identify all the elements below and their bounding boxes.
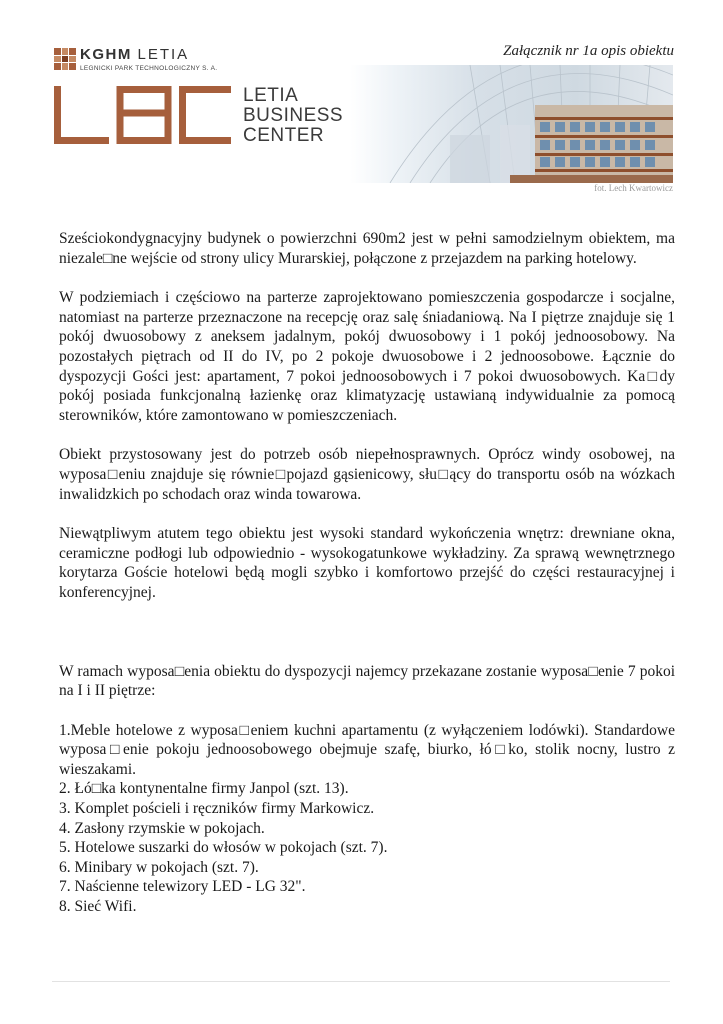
list-item: 1.Meble hotelowe z wyposa□eniem kuchni apartamentu (z wyłączeniem lodówki). Standardowe wyposa□enie pokoju jednoosobowego obejmuje szafę, biurko, łó□ko, stolik nocny, lustro z wieszakami. bbox=[59, 721, 675, 778]
document-body bbox=[59, 229, 675, 917]
paragraph-building: Sześciokondygnacyjny budynek o powierzchni 690m2 jest w pełni samodzielnym obiektem, ma niezale□ne wejście od strony ulicy Murarskiej, połączone z przejazdem na parking hotelowy. bbox=[59, 230, 675, 267]
list-item: 4. Zasłony rzymskie w pokojach. bbox=[59, 819, 265, 837]
list-item: 7. Naścienne telewizory LED - LG 32". bbox=[59, 878, 306, 896]
lbc-line-center: CENTER bbox=[243, 125, 325, 146]
list-item: 3. Komplet pościeli i ręczników firmy Markowicz. bbox=[59, 800, 375, 818]
kghm-subtitle: LEGNICKI PARK TECHNOLOGICZNY S. A. bbox=[80, 65, 218, 72]
paragraph-standard: Niewątpliwym atutem tego obiektu jest wysoki standard wykończenia wnętrz: drewniane okna, ceramiczne podłogi lub odpowiednio - wysokogatunkowe wykładziny. Za sprawą wewnętrznego korytarza Goście hotelowi będą mogli szybko i komfortowo przejść do części restauracyjnej i konferencyjnej. bbox=[59, 525, 675, 601]
lbc-line-business: BUSINESS bbox=[243, 105, 344, 126]
atrium-photo bbox=[350, 65, 673, 183]
photo-credit: fot. Lech Kwartowicz bbox=[594, 183, 673, 193]
paragraph-layout: W podziemiach i częściowo na parterze zaprojektowano pomieszczenia gospodarcze i socjalne, natomiast na parterze przeznaczone na recepcję oraz salę śniadaniową. Na I piętrze znajduje się 1 pokój dwuosobowy z aneksem jadalnym, pokój dwuosobowy i 1 pokój jednoosobowy. Na pozostałych piętrach od II do IV, po 2 pokoje dwuosobowe i 2 jednoosobowe. Łącznie do dyspozycji Gości jest: apartament, 7 pokoi jednoosobowych i 7 pokoi dwuosobowych. Ka□dy pokój posiada funkcjonalną łazienkę oraz klimatyzację ustawianą indywidualnie za pomocą sterowników, które zamontowano w pomieszczeniach. bbox=[59, 289, 675, 424]
paragraph-accessibility: Obiekt przystosowany jest do potrzeb osób niepełnosprawnych. Oprócz windy osobowej, na wyposa□eniu znajduje się równie□pojazd gąsienicowy, słu□ący do transportu osób na wózkach inwalidzkich po schodach oraz winda towarowa. bbox=[59, 446, 675, 503]
paragraph-equipment-intro: W ramach wyposa□enia obiektu do dyspozycji najemcy przekazane zostanie wyposa□enie 7 pokoi na I i II piętrze: bbox=[59, 662, 675, 700]
kghm-mark-icon bbox=[54, 48, 76, 70]
footer-divider bbox=[52, 981, 670, 982]
lbc-line-letia: LETIA bbox=[243, 85, 299, 106]
lbc-logo-icon bbox=[54, 86, 234, 146]
kghm-brand-name: KGHM LETIA bbox=[80, 46, 190, 63]
list-item: 6. Minibary w pokojach (szt. 7). bbox=[59, 858, 259, 876]
list-item: 5. Hotelowe suszarki do włosów w pokojach (szt. 7). bbox=[59, 839, 388, 857]
list-item: 8. Sieć Wifi. bbox=[59, 898, 137, 916]
kghm-letia-logo bbox=[54, 47, 217, 72]
list-item: 2. Łó□ka kontynentalne firmy Janpol (szt. 13). bbox=[59, 780, 349, 798]
annex-title: Załącznik nr 1a opis obiektu bbox=[503, 43, 674, 59]
lbc-wordmark bbox=[243, 86, 343, 146]
